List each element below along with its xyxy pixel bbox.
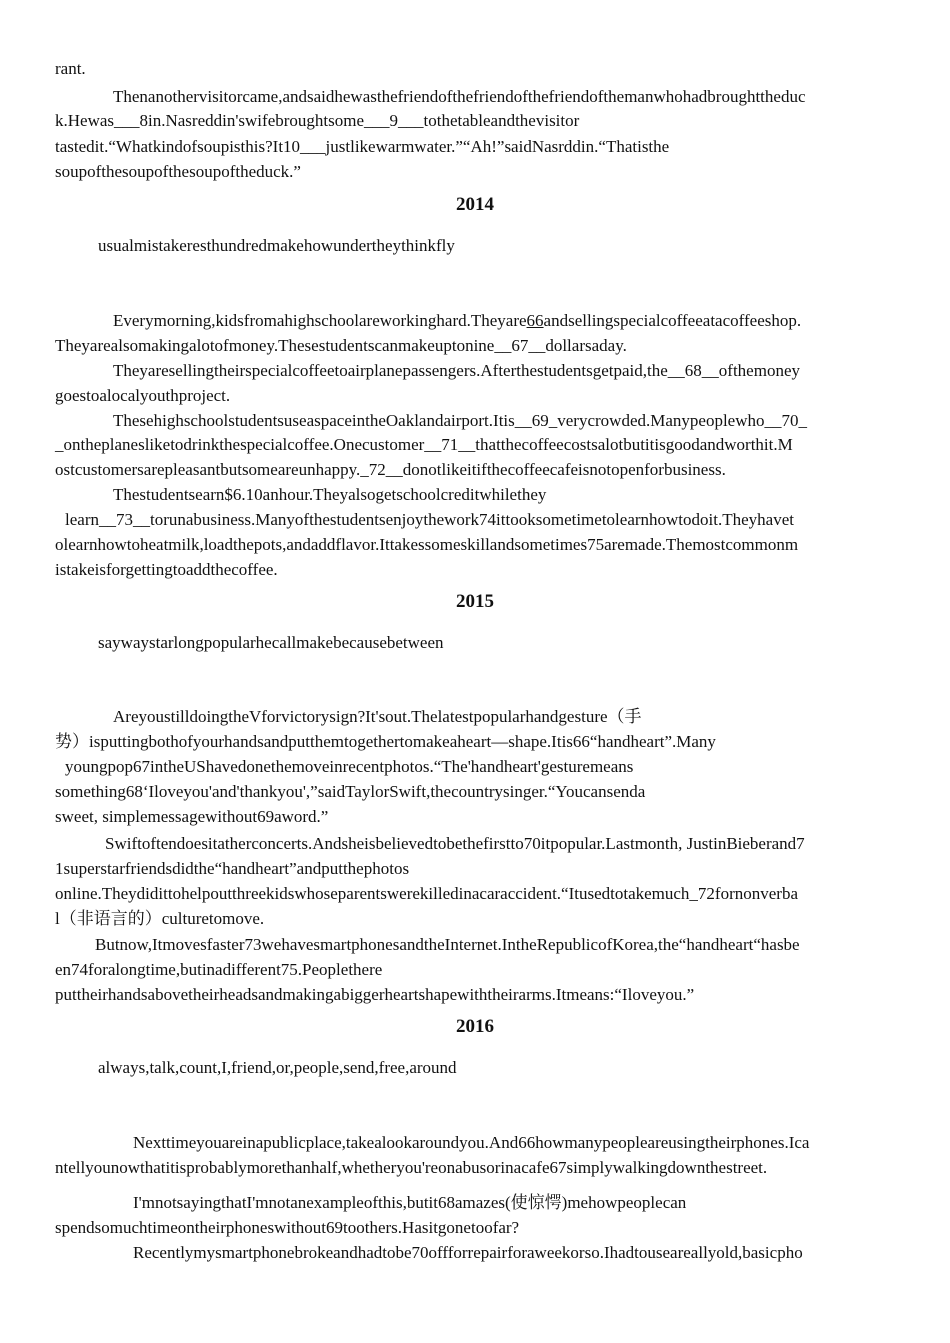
year-heading-2015: 2015 [456,591,494,612]
text-line: Butnow,Itmovesfaster73wehavesmartphonesandtheInternet.IntheRepublicofKorea,the“handheart“hasbe [95,935,800,954]
text-line: Recentlymysmartphonebrokeandhadtobe70offforrepairforaweekorso.Ihadtouseareallyold,basicpho [133,1243,803,1262]
text-line: soupofthesoupofthesoupoftheduck.” [55,162,301,181]
year-heading-2014: 2014 [456,194,494,215]
text-line: Thenanothervisitorcame,andsaidhewasthefriendofthefriendofthefriendofthemanwhohadbroughttheduc [113,87,806,106]
blank-66: 66 [526,311,544,330]
text-line: sweet, simplemessagewithout69aword.” [55,807,329,826]
text-line: rant. [55,59,86,78]
text-line: puttheirhandsabovetheirheadsandmakingabiggerheartshapewiththeirarms.Itmeans:“Iloveyou.” [55,985,695,1004]
text-line: Everymorning,kidsfromahighschoolareworkinghard.Theyare66andsellingspecialcoffeeatacoffeeshop. [113,311,802,330]
text-line: 势）isputtingbothofyourhandsandputthemtogethertomakeaheart—shape.Itis66“handheart”.Many [55,732,716,751]
text-line: AreyoustilldoingtheVforvictorysign?It'sout.Thelatestpopularhandgesture（手 [113,707,642,726]
text-line: en74foralongtime,butinadifferent75.Peoplethere [55,960,383,979]
word-bank: usualmistakeresthundredmakehowundertheythinkfly [98,236,455,255]
year-heading-2016: 2016 [456,1016,494,1037]
text-line: Nexttimeyouareinapublicplace,takealookaroundyou.And66howmanypeopleareusingtheirphones.Ica [133,1133,810,1152]
text-line: Swiftoftendoesitatherconcerts.Andsheisbelievedtobethefirstto70itpopular.Lastmonth, JustinBieberand7 [105,834,805,853]
text-line: 1superstarfriendsdidthe“handheart”andputthephotos [55,859,410,878]
text-line: I'mnotsayingthatI'mnotanexampleofthis,butit68amazes(使惊愕)mehowpeoplecan [133,1193,687,1212]
text-line: spendsomuchtimeontheirphoneswithout69toothers.Hasitgonetoofar? [55,1218,520,1237]
text-line: ostcustomersarepleasantbutsomeareunhappy._72__donotlikeitifthecoffeecafeisnotopenforbusiness. [55,460,726,479]
text-line: _ontheplanesliketodrinkthespecialcoffee.Onecustomer__71__thatthecoffeecostsalotbutitisgoodandworthit.M [55,435,793,454]
text-line: Theyaresellingtheirspecialcoffeetoairplanepassengers.Afterthestudentsgetpaid,the__68__ofthemoney [113,361,800,380]
text-line: Thestudentsearn$6.10anhour.Theyalsogetschoolcreditwhilethey [113,485,547,504]
text-line: ntellyounowthatitisprobablymorethanhalf,whetheryou'reonabusorinacafe67simplywalkingdownthestreet. [55,1158,768,1177]
word-bank: saywaystarlongpopularhecallmakebecausebetween [98,633,444,652]
text-line: ThesehighschoolstudentsuseaspaceintheOaklandairport.Itis__69_verycrowded.Manypeoplewho__70_ [113,411,807,430]
text-line: Theyarealsomakingalotofmoney.Thesestudentscanmakeuptonine__67__dollarsaday. [55,336,627,355]
text-line: learn__73__torunabusiness.Manyofthestudentsenjoythework74ittooksometimetolearnhowtodoit.Theyhavet [65,510,794,529]
text-line: istakeisforgettingtoaddthecoffee. [55,560,278,579]
text-line: youngpop67intheUShavedonethemoveinrecentphotos.“The'handheart'gesturemeans [65,757,634,776]
text-line: online.Theydidittohelpoutthreekidswhoseparentswerekilledinacaraccident.“Itusedtotakemuch_72fornonverba [55,884,799,903]
text-line: olearnhowtoheatmilk,loadthepots,andaddflavor.Ittakessomeskillandsometimes75aremade.Themostcommonm [55,535,799,554]
text-line: goestoalocalyouthproject. [55,386,231,405]
word-bank: always,talk,count,I,friend,or,people,send,free,around [98,1058,457,1077]
text-line: l（非语言的）culturetomove. [55,909,265,928]
text-line: k.Hewas___8in.Nasreddin'swifebroughtsome___9___tothetableandthevisitor [55,111,580,130]
text-line: tastedit.“Whatkindofsoupisthis?It10___justlikewarmwater.”“Ah!”saidNasrddin.“Thatisthe [55,137,670,156]
text-line: something68‘Iloveyou'and'thankyou',”saidTaylorSwift,thecountrysinger.“Youcansenda [55,782,646,801]
